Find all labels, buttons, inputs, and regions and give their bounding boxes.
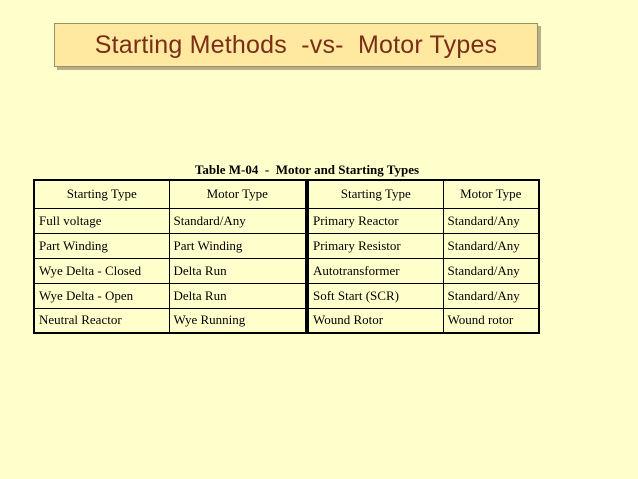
table-row: [34, 283, 306, 308]
starting-type-cell: Primary Reactor: [308, 208, 443, 233]
column-header-starting-type: Starting Type: [308, 180, 443, 208]
starting-type-cell: Soft Start (SCR): [308, 283, 443, 308]
table-row: [308, 283, 539, 308]
motor-type-cell: Wye Running: [169, 308, 306, 333]
title-box: [54, 23, 538, 67]
table-row: [34, 208, 306, 233]
motor-type-cell: Standard/Any: [443, 258, 539, 283]
motor-type-cell: Standard/Any: [169, 208, 306, 233]
starting-type-cell: Autotransformer: [308, 258, 443, 283]
left-table: [33, 179, 307, 334]
motor-type-cell: Standard/Any: [443, 208, 539, 233]
starting-type-cell: Full voltage: [34, 208, 169, 233]
table-row: [308, 258, 539, 283]
starting-type-cell: Primary Resistor: [308, 233, 443, 258]
table-row: [34, 258, 306, 283]
column-header-motor-type: Motor Type: [169, 180, 306, 208]
table-row: [308, 208, 539, 233]
column-header-starting-type: Starting Type: [34, 180, 169, 208]
starting-type-cell: Wye Delta - Closed: [34, 258, 169, 283]
motor-type-cell: Part Winding: [169, 233, 306, 258]
starting-type-cell: Part Winding: [34, 233, 169, 258]
table-row: [34, 308, 306, 333]
starting-type-cell: Neutral Reactor: [34, 308, 169, 333]
right-table: [307, 179, 540, 334]
motor-type-cell: Wound rotor: [443, 308, 539, 333]
table-row: [308, 233, 539, 258]
table-header-row: [34, 180, 306, 208]
motor-type-cell: Standard/Any: [443, 233, 539, 258]
motor-type-cell: Standard/Any: [443, 283, 539, 308]
column-header-motor-type: Motor Type: [443, 180, 539, 208]
starting-type-cell: Wye Delta - Open: [34, 283, 169, 308]
table-caption: Table M-04 - Motor and Starting Types: [194, 162, 420, 177]
table-row: [34, 233, 306, 258]
starting-type-cell: Wound Rotor: [308, 308, 443, 333]
motor-type-cell: Delta Run: [169, 258, 306, 283]
table-row: [308, 308, 539, 333]
motor-type-cell: Delta Run: [169, 283, 306, 308]
slide-title: Starting Methods -vs- Motor Types: [94, 30, 498, 59]
table-header-row: [308, 180, 539, 208]
